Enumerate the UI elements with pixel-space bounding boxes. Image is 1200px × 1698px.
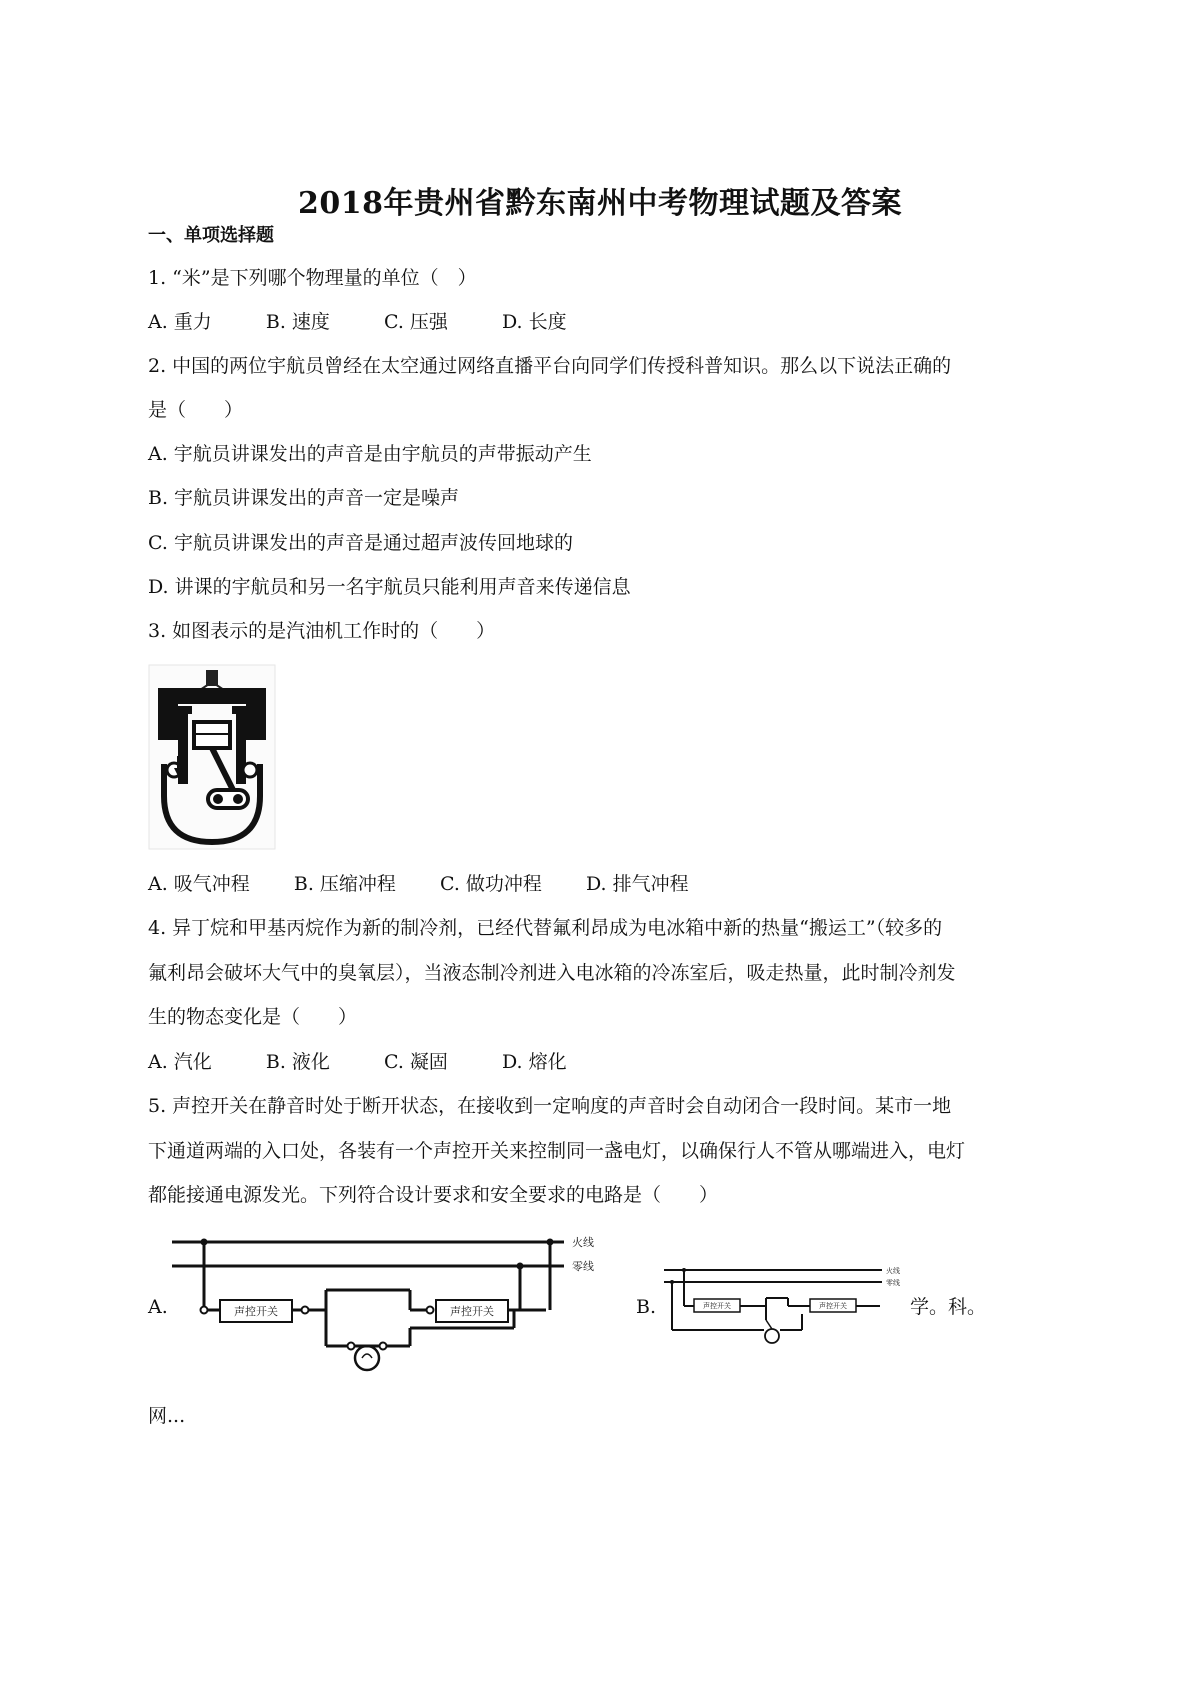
question-4-stem-line-3: 生的物态变化是（ ） xyxy=(148,1006,358,1028)
circuit-a-neutral-label: 零线 xyxy=(572,1260,594,1273)
question-5-trailing-text: 学。科。 xyxy=(910,1296,987,1318)
question-4-option-a: A. 汽化 xyxy=(148,1051,212,1073)
question-4-option-c: C. 凝固 xyxy=(383,1051,448,1073)
page-title: 2018年贵州省黔东南州中考物理试题及答案 xyxy=(298,186,902,221)
circuit-b-live-label: 火线 xyxy=(886,1267,900,1275)
engine-diagram xyxy=(148,664,276,850)
question-2-option-d: D. 讲课的宇航员和另一名宇航员只能利用声音来传递信息 xyxy=(148,576,631,598)
question-1-stem: 1. “米”是下列哪个物理量的单位（ ） xyxy=(148,267,477,289)
circuit-diagram-b xyxy=(660,1258,910,1350)
question-2-option-b: B. 宇航员讲课发出的声音一定是噪声 xyxy=(148,487,460,509)
question-1-option-c: C. 压强 xyxy=(383,311,448,333)
question-4-option-b: B. 液化 xyxy=(265,1051,330,1073)
question-3-option-c: C. 做功冲程 xyxy=(439,873,542,895)
circuit-a-switch-2-label: 声控开关 xyxy=(450,1305,494,1318)
question-2-stem-line-2: 是（ ） xyxy=(148,399,244,421)
question-1-options xyxy=(148,310,615,334)
question-3-option-a: A. 吸气冲程 xyxy=(148,873,250,895)
question-4-options xyxy=(148,1050,615,1074)
circuit-b-switch-2-label: 声控开关 xyxy=(819,1302,847,1310)
circuit-b-switch-1-label: 声控开关 xyxy=(703,1302,731,1310)
question-3-option-d: D. 排气冲程 xyxy=(585,873,689,895)
question-3-options xyxy=(148,872,727,896)
question-5-option-a-label: A. xyxy=(148,1296,168,1318)
question-5-stem-line-3: 都能接通电源发光。下列符合设计要求和安全要求的电路是（ ） xyxy=(148,1184,719,1206)
circuit-a-live-label: 火线 xyxy=(572,1236,594,1249)
question-2-stem-line-1: 2. 中国的两位宇航员曾经在太空通过网络直播平台向同学们传授科普知识。那么以下说法正确的 xyxy=(148,355,952,377)
question-1-option-b: B. 速度 xyxy=(265,311,330,333)
question-2-option-c: C. 宇航员讲课发出的声音是通过超声波传回地球的 xyxy=(148,532,573,554)
question-5-stem-line-1: 5. 声控开关在静音时处于断开状态，在接收到一定响度的声音时会自动闭合一段时间。某市一地 xyxy=(148,1095,952,1117)
section-heading: 一、单项选择题 xyxy=(148,225,274,246)
circuit-b-neutral-label: 零线 xyxy=(886,1279,900,1287)
question-1-option-d: D. 长度 xyxy=(501,311,567,333)
question-4-stem-line-2: 氟利昂会破坏大气中的臭氧层），当液态制冷剂进入电冰箱的冷冻室后，吸走热量，此时制冷剂发 xyxy=(148,962,956,984)
circuit-a-switch-1-label: 声控开关 xyxy=(234,1305,278,1318)
circuit-diagram-a xyxy=(168,1228,648,1378)
footer-text: 网... xyxy=(148,1405,186,1427)
question-5-stem-line-2: 下通道两端的入口处，各装有一个声控开关来控制同一盏电灯，以确保行人不管从哪端进入，电灯 xyxy=(148,1140,966,1162)
question-5-option-b-label: B. xyxy=(636,1296,657,1318)
question-3-stem: 3. 如图表示的是汽油机工作时的（ ） xyxy=(148,620,496,642)
question-3-option-b: B. 压缩冲程 xyxy=(293,873,396,895)
question-1-option-a: A. 重力 xyxy=(148,311,212,333)
question-4-stem-line-1: 4. 异丁烷和甲基丙烷作为新的制冷剂，已经代替氟利昂成为电冰箱中新的热量“搬运工”（较多的 xyxy=(148,917,943,939)
question-2-option-a: A. 宇航员讲课发出的声音是由宇航员的声带振动产生 xyxy=(148,443,592,465)
question-4-option-d: D. 熔化 xyxy=(501,1051,567,1073)
